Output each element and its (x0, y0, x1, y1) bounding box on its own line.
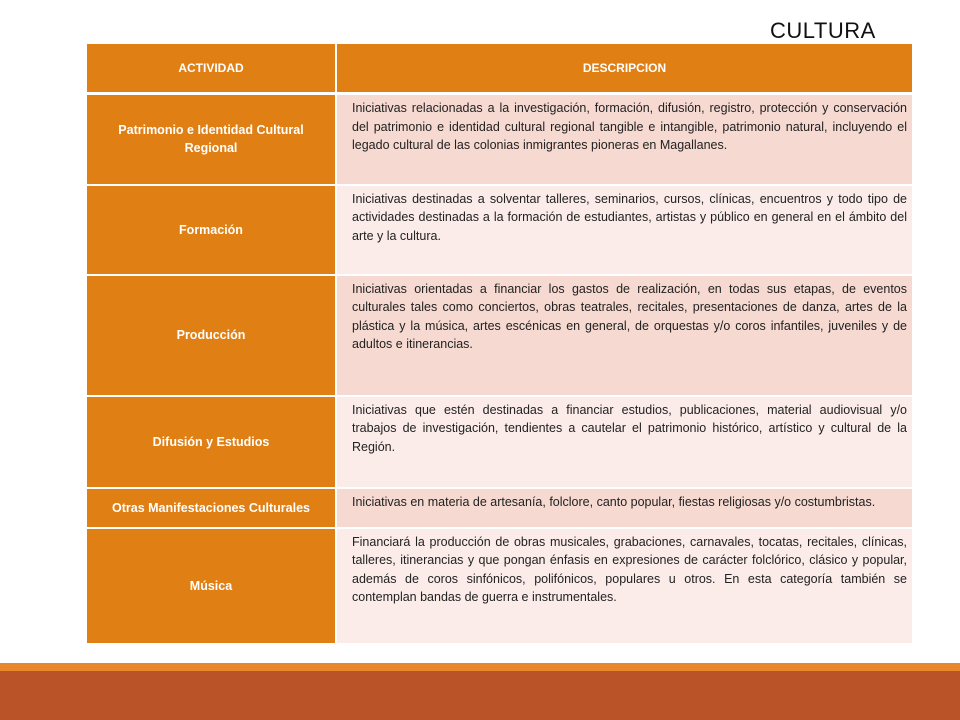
table-header-row (87, 44, 912, 94)
activity-cell: Difusión y Estudios (87, 396, 336, 488)
footer-band (0, 671, 960, 720)
activity-table (87, 44, 912, 645)
activity-cell: Formación (87, 185, 336, 275)
description-cell: Iniciativas en materia de artesanía, folclore, canto popular, fiestas religiosas y/o costumbristas. (336, 488, 912, 528)
description-cell: Iniciativas relacionadas a la investigación, formación, difusión, registro, protección y conservación del patrimonio e identidad cultural regional tangible e intangible, patrimonio natural, incluyendo el legado cultural de las colonias inmigrantes pioneras en Magallanes. (336, 94, 912, 185)
description-cell: Financiará la producción de obras musicales, grabaciones, carnavales, tocatas, recitales, clínicas, talleres, itinerancias y que pongan énfasis en expresiones de carácter folclórico, clásico y popular, además de coros sinfónicos, polifónicos, populares u otros. En esta categoría también se contemplan bandas de guerra e instrumentales. (336, 528, 912, 644)
table-row (87, 94, 912, 185)
activity-cell: Producción (87, 275, 336, 396)
activity-cell: Patrimonio e Identidad Cultural Regional (87, 94, 336, 185)
table-row (87, 396, 912, 488)
activity-cell: Música (87, 528, 336, 644)
header-actividad: ACTIVIDAD (87, 44, 336, 94)
table-row (87, 528, 912, 644)
slide-title: CULTURA (770, 18, 876, 43)
header-descripcion: DESCRIPCION (336, 44, 912, 94)
table-row (87, 275, 912, 396)
activity-cell: Otras Manifestaciones Culturales (87, 488, 336, 528)
table-row (87, 185, 912, 275)
footer-accent-strip (0, 663, 960, 671)
table-row (87, 488, 912, 528)
description-cell: Iniciativas que estén destinadas a financiar estudios, publicaciones, material audiovisual y/o trabajos de investigación, tendientes a cautelar el patrimonio histórico, artístico y cultural de la Región. (336, 396, 912, 488)
description-cell: Iniciativas destinadas a solventar talleres, seminarios, cursos, clínicas, encuentros y todo tipo de actividades destinadas a la formación de estudiantes, artistas y público en general en el ámbito del arte y la cultura. (336, 185, 912, 275)
description-cell: Iniciativas orientadas a financiar los gastos de realización, en todas sus etapas, de eventos culturales tales como conciertos, obras teatrales, recitales, presentaciones de danza, artes de la plástica y la música, artes escénicas en general, de orquestas y/o coros infantiles, juveniles y de adultos e itinerancias. (336, 275, 912, 396)
